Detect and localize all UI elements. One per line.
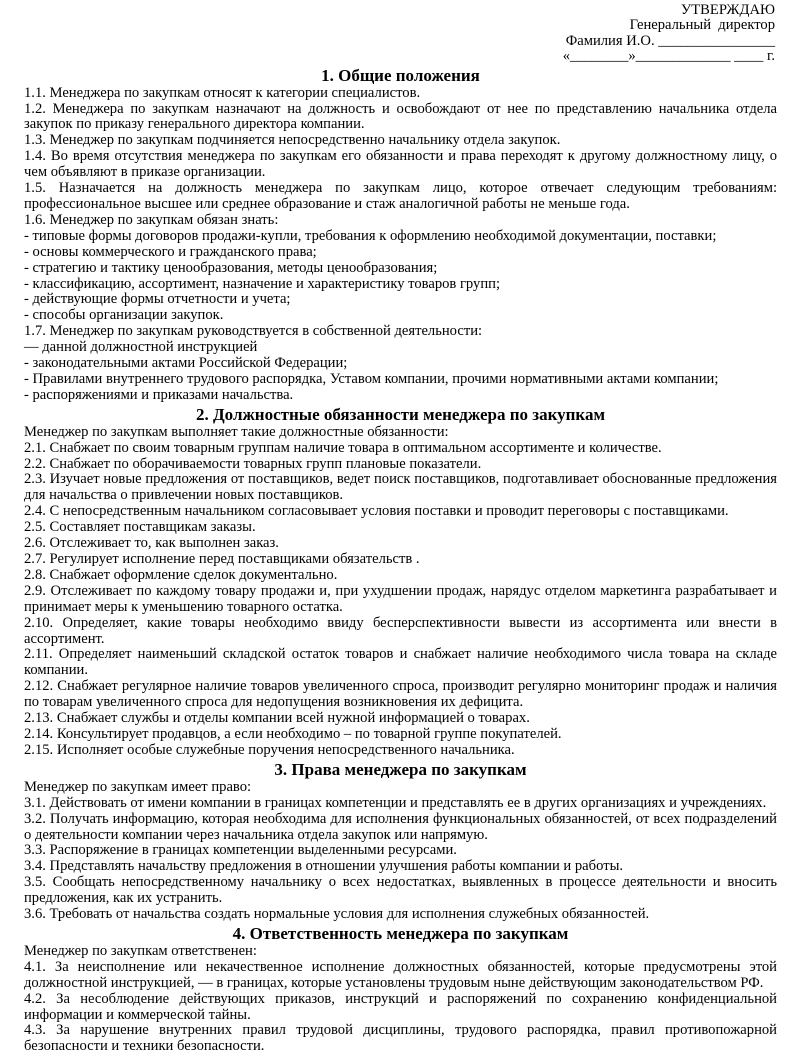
section-body xyxy=(24,86,777,404)
paragraph: 2.9. Отслеживает по каждому товару продажи и, при ухудшении продаж, нарядус отделом маркетинга разрабатывает и принимает меры к уменьшению товарного остатка. xyxy=(24,582,777,615)
paragraph: 2.7. Регулирует исполнение перед поставщиками обязательств . xyxy=(24,551,420,567)
paragraph: - действующие формы отчетности и учета; xyxy=(24,291,291,308)
paragraph: 1.1. Менеджера по закупкам относят к категории специалистов. xyxy=(24,84,421,101)
paragraph: 1.7. Менеджер по закупкам руководствуется в собственной деятельности: xyxy=(24,323,483,340)
paragraph: 2.4. С непосредственным начальником согласовывает условия поставки и проводит переговоры с поставщиками. xyxy=(24,503,729,520)
section-body xyxy=(24,780,777,923)
paragraph: 2.10. Определяет, какие товары необходимо ввиду бесперспективности вывести из ассортимента или внести в ассортимент. xyxy=(24,614,777,647)
paragraph: 2.6. Отслеживает то, как выполнен заказ. xyxy=(24,535,279,552)
section-heading: 4. Ответственность менеджера по закупкам xyxy=(232,923,569,943)
section-responsibility xyxy=(24,925,777,1055)
paragraph: 3.1. Действовать от имени компании в границах компетенции и представлять ее в других организациях и учреждениях. xyxy=(24,794,767,811)
approval-line-position: Генеральный директор xyxy=(629,17,775,34)
section-body xyxy=(24,425,777,759)
paragraph: 4.3. За нарушение внутренних правил трудовой дисциплины, трудового распорядка, правил противопожарной безопасности и техники безопасности. xyxy=(24,1022,777,1055)
paragraph: 2.15. Исполняет особые служебные поручения непосредственного начальника. xyxy=(24,741,515,758)
approval-block xyxy=(24,3,775,65)
paragraph: - способы организации закупок. xyxy=(24,307,224,324)
paragraph: 2.5. Составляет поставщикам заказы. xyxy=(24,519,256,536)
paragraph: - основы коммерческого и гражданского права; xyxy=(24,243,317,260)
paragraph: Менеджер по закупкам выполняет такие должностные обязанности: xyxy=(24,423,449,440)
paragraph: 2.13. Снабжает службы и отделы компании всей нужной информацией о товарах. xyxy=(24,710,530,727)
paragraph: Менеджер по закупкам имеет право: xyxy=(24,778,252,795)
paragraph: 2.11. Определяет наименьший складской остаток товаров и снабжает наличие необходимого числа товара на складе компании. xyxy=(24,646,777,679)
paragraph: 4.2. За несоблюдение действующих приказов, инструкций и распоряжений по сохранению конфиденциальной информации и коммерческой тайны. xyxy=(24,990,777,1023)
paragraph: - Правилами внутреннего трудового распорядка, Уставом компании, прочими нормативными актами компании; xyxy=(24,370,719,387)
section-heading: 2. Должностные обязанности менеджера по закупкам xyxy=(195,404,606,424)
approval-line-name: Фамилия И.О. ________________ xyxy=(565,32,775,49)
paragraph: 4.1. За неисполнение или некачественное исполнение должностных обязанностей, которые предусмотрены этой должностной инструкцией, — в границах, которые установлены трудовым ныне действующим законодательством РФ. xyxy=(24,958,777,991)
paragraph: 2.8. Снабжает оформление сделок документально. xyxy=(24,566,338,583)
section-rights xyxy=(24,761,777,923)
paragraph: - распоряжениями и приказами начальства. xyxy=(24,386,294,403)
paragraph: 3.5. Сообщать непосредственному начальнику о всех недостатках, выявленных в процессе деятельности и вносить предложения, как их устранить. xyxy=(24,874,777,907)
paragraph: - стратегию и тактику ценообразования, методы ценообразования; xyxy=(24,259,438,276)
paragraph: 2.3. Изучает новые предложения от поставщиков, ведет поиск поставщиков, подготавливает обоснованные предложения для начальства о привлечении новых поставщиков. xyxy=(24,471,777,504)
paragraph: — данной должностной инструкцией xyxy=(24,339,258,356)
paragraph: 3.3. Распоряжение в границах компетенции выделенными ресурсами. xyxy=(24,842,457,859)
paragraph: - законодательными актами Российской Федерации; xyxy=(24,355,348,372)
paragraph: 3.6. Требовать от начальства создать нормальные условия для исполнения служебных обязанностей. xyxy=(24,906,650,923)
paragraph: 1.2. Менеджера по закупкам назначают на должность и освобождают от нее по представлению начальника отдела закупок по приказу генерального директора компании. xyxy=(24,100,777,133)
approval-line-approve: УТВЕРЖДАЮ xyxy=(680,2,775,18)
section-general xyxy=(24,67,777,404)
paragraph: 1.3. Менеджер по закупкам подчиняется непосредственно начальнику отдела закупок. xyxy=(24,132,561,149)
section-duties xyxy=(24,406,777,759)
section-heading: 3. Права менеджера по закупкам xyxy=(274,759,527,779)
paragraph: 1.6. Менеджер по закупкам обязан знать: xyxy=(24,211,279,228)
section-body xyxy=(24,944,777,1055)
paragraph: 2.14. Консультирует продавцов, а если необходимо – по товарной группе покупателей. xyxy=(24,725,562,742)
paragraph: 2.12. Снабжает регулярное наличие товаров увеличенного спроса, производит регулярно мониторинг продаж и наличия по товарам увеличенного спроса для недопущения возникновения их дефицита. xyxy=(24,678,777,711)
paragraph: 1.4. Во время отсутствия менеджера по закупкам его обязанности и права переходят к другому должностному лицу, о чем объявляют в приказе организации. xyxy=(24,148,777,181)
paragraph: 3.2. Получать информацию, которая необходима для исполнения функциональных обязанностей, от всех подразделений о деятельности компании через начальника отдела закупок или напрямую. xyxy=(24,810,777,843)
section-heading: 1. Общие положения xyxy=(321,65,480,85)
paragraph: 1.5. Назначается на должность менеджера по закупкам лицо, которое отвечает следующим требованиям: профессиональное высшее или среднее образование и стаж аналогичной работы не меньше года. xyxy=(24,180,777,212)
paragraph: - типовые формы договоров продажи-купли, требования к оформлению необходимой документации, поставки; xyxy=(24,227,717,244)
paragraph: 2.1. Снабжает по своим товарным группам наличие товара в оптимальном ассортименте и количестве. xyxy=(24,439,662,456)
paragraph: - классификацию, ассортимент, назначение и характеристику товаров групп; xyxy=(24,275,501,292)
paragraph: Менеджер по закупкам ответственен: xyxy=(24,942,257,959)
paragraph: 3.4. Представлять начальству предложения в отношении улучшения работы компании и работы. xyxy=(24,858,624,875)
approval-line-date: «________»_____________ ____ г. xyxy=(562,48,775,65)
paragraph: 2.2. Снабжает по оборачиваемости товарных групп плановые показатели. xyxy=(24,455,482,472)
